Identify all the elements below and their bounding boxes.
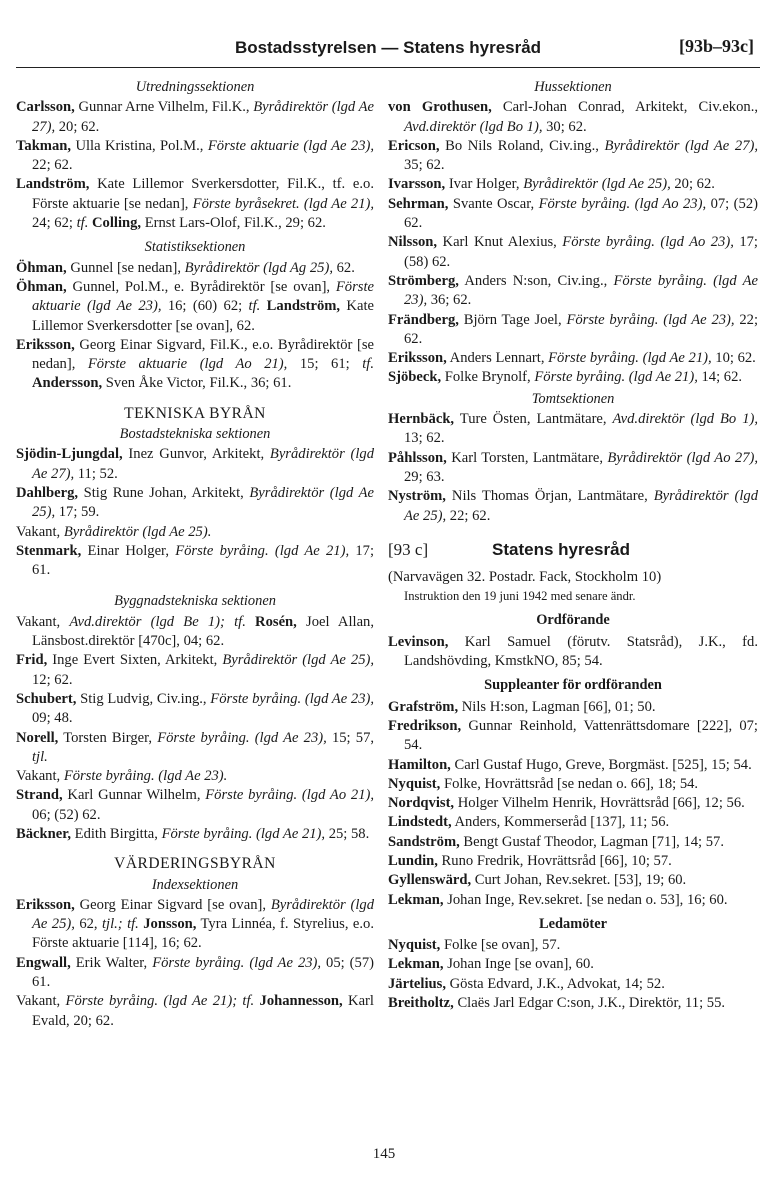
list-item: Eriksson, Georg Einar Sigvard, Fil.K., e.o. Byrådirektör [se nedan], Förste aktuarie (lgd Ao 21), 15; 61; tf. Andersson, Sven Åke Victor, Fil.K., 36; 61. bbox=[16, 336, 374, 392]
subsection-heading: Ledamöter bbox=[539, 915, 607, 932]
list-item: Landström, Kate Lillemor Sverkersdotter, Fil.K., tf. e.o. Förste aktuarie [se nedan], Förste byråsekret. (lgd Ae 21), 24; 62; tf. Colling, Ernst Lars-Olof, Fil.K., 29; 62. bbox=[16, 176, 374, 232]
list-item: Nilsson, Karl Knut Alexius, Förste byråing. (lgd Ao 23), 17; (58) 62. bbox=[388, 234, 758, 270]
list-item: Levinson, Karl Samuel (förutv. Statsråd), J.K., fd. Landshövding, KmstkNO, 85; 54. bbox=[388, 633, 758, 670]
list-item: Vakant, Förste byråing. (lgd Ae 21); tf. Johannesson, Karl Evald, 20; 62. bbox=[16, 993, 374, 1029]
agency-number: [93 c] bbox=[388, 539, 429, 559]
list-item: Sjöbeck, Folke Brynolf, Förste byråing. (lgd Ae 21), 14; 62. bbox=[388, 369, 743, 386]
running-title: Bostadsstyrelsen — Statens hyresråd bbox=[234, 38, 542, 57]
list-item: Lindstedt, Anders, Kommerseråd [137], 11; 56. bbox=[388, 814, 670, 831]
list-item: Lundin, Runo Fredrik, Hovrättsråd [66], 10; 57. bbox=[388, 852, 672, 869]
list-item: Engwall, Erik Walter, Förste byråing. (lgd Ae 23), 05; (57) 61. bbox=[16, 954, 374, 991]
list-item: Strand, Karl Gunnar Wilhelm, Förste byråing. (lgd Ao 21), 06; (52) 62. bbox=[16, 787, 374, 823]
list-item: Bäckner, Edith Birgitta, Förste byråing. (lgd Ae 21), 25; 58. bbox=[16, 825, 370, 842]
list-item: Frändberg, Björn Tage Joel, Förste byråing. (lgd Ae 23), 22; 62. bbox=[388, 311, 758, 347]
list-item: Ericson, Bo Nils Roland, Civ.ing., Byrådirektör (lgd Ae 27), 35; 62. bbox=[388, 137, 758, 174]
list-item: Vakant, Avd.direktör (lgd Be 1); tf. Rosén, Joel Allan, Länsbost.direktör [470c], 04; 62. bbox=[16, 613, 374, 650]
section-heading: Utredningssektionen bbox=[135, 79, 255, 95]
list-item: von Grothusen, Carl-Johan Conrad, Arkitekt, Civ.ekon., Avd.direktör (lgd Bo 1), 30; 62. bbox=[388, 99, 758, 135]
list-item: Hernbäck, Ture Östen, Lantmätare, Avd.direktör (lgd Bo 1), 13; 62. bbox=[388, 411, 759, 447]
list-item: Carlsson, Gunnar Arne Vilhelm, Fil.K., Byrådirektör (lgd Ae 27), 20; 62. bbox=[16, 99, 375, 135]
list-item: Eriksson, Anders Lennart, Förste byråing. (lgd Ae 21), 10; 62. bbox=[388, 350, 756, 367]
section-heading: Bostadstekniska sektionen bbox=[119, 426, 271, 443]
agency-heading bbox=[388, 538, 758, 568]
list-item: Vakant, Förste byråing. (lgd Ae 23). bbox=[16, 768, 228, 785]
left-column bbox=[16, 76, 374, 1031]
section-heading: Tomtsektionen bbox=[531, 390, 615, 407]
list-item: Frid, Inge Evert Sixten, Arkitekt, Byrådirektör (lgd Ae 25), 12; 62. bbox=[16, 652, 374, 688]
list-item: Öhman, Gunnel, Pol.M., e. Byrådirektör [se ovan], Förste aktuarie (lgd Ae 23), 16; (60) 62; tf. Landström, Kate Lillemor Sverkersdotter [se ovan], 62. bbox=[16, 278, 374, 334]
list-item: Stenmark, Einar Holger, Förste byråing. (lgd Ae 21), 17; 61. bbox=[16, 542, 375, 579]
section-heading: Statistiksektionen bbox=[144, 239, 246, 256]
list-item: Öhman, Gunnel [se nedan], Byrådirektör (lgd Ag 25), 62. bbox=[16, 259, 355, 276]
list-item: Järtelius, Gösta Edvard, J.K., Advokat, 14; 52. bbox=[388, 975, 665, 992]
list-item: Norell, Torsten Birger, Förste byråing. (lgd Ae 23), 15; 57, tjl. bbox=[16, 729, 375, 765]
list-item: Nyström, Nils Thomas Örjan, Lantmätare, Byrådirektör (lgd Ae 25), 22; 62. bbox=[388, 488, 758, 524]
agency-instruction: Instruktion den 19 juni 1942 med senare ändr. bbox=[404, 589, 636, 604]
list-item: Dahlberg, Stig Rune Johan, Arkitekt, Byrådirektör (lgd Ae 25), 17; 59. bbox=[16, 484, 374, 521]
list-item: Nordqvist, Holger Vilhelm Henrik, Hovrättsråd [66], 12; 56. bbox=[388, 795, 745, 812]
list-item: Sandström, Bengt Gustaf Theodor, Lagman [71], 14; 57. bbox=[388, 833, 724, 850]
agency-address: (Narvavägen 32. Postadr. Fack, Stockholm 10) bbox=[388, 568, 662, 585]
page-header bbox=[16, 36, 760, 64]
list-item: Nyquist, Folke, Hovrättsråd [se nedan o. 66], 18; 54. bbox=[388, 775, 699, 792]
section-reference: [93b–93c] bbox=[679, 36, 754, 56]
list-item: Ivarsson, Ivar Holger, Byrådirektör (lgd Ae 25), 20; 62. bbox=[388, 176, 715, 193]
list-item: Påhlsson, Karl Torsten, Lantmätare, Byrådirektör (lgd Ao 27), 29; 63. bbox=[388, 449, 758, 485]
list-item: Sjödin-Ljungdal, Inez Gunvor, Arkitekt, Byrådirektör (lgd Ae 27), 11; 52. bbox=[16, 446, 375, 482]
bureau-heading: TEKNISKA BYRÅN bbox=[124, 404, 266, 422]
section-heading: Hussektionen bbox=[534, 79, 612, 95]
right-column bbox=[388, 76, 758, 1013]
list-item: Hamilton, Carl Gustaf Hugo, Greve, Borgmäst. [525], 15; 54. bbox=[388, 756, 752, 773]
header-rule bbox=[16, 67, 760, 68]
list-item: Eriksson, Georg Einar Sigvard [se ovan], Byrådirektör (lgd Ae 25), 62, tjl.; tf. Jonsson, Tyra Linnéa, f. Styrelius, e.o. Förste aktuarie [114], 16; 62. bbox=[16, 896, 374, 952]
list-item: Strömberg, Anders N:son, Civ.ing., Förste byråing. (lgd Ae 23), 36; 62. bbox=[388, 272, 759, 309]
list-item: Sehrman, Svante Oscar, Förste byråing. (lgd Ao 23), 07; (52) 62. bbox=[388, 195, 758, 232]
list-item: Fredrikson, Gunnar Reinhold, Vattenrättsdomare [222], 07; 54. bbox=[388, 717, 758, 754]
list-item: Grafström, Nils H:son, Lagman [66], 01; 50. bbox=[388, 698, 656, 715]
list-item: Nyquist, Folke [se ovan], 57. bbox=[388, 937, 561, 954]
list-item: Gyllenswärd, Curt Johan, Rev.sekret. [53], 19; 60. bbox=[388, 872, 687, 889]
bureau-heading: VÄRDERINGSBYRÅN bbox=[114, 855, 276, 873]
list-item: Vakant, Byrådirektör (lgd Ae 25). bbox=[16, 523, 212, 540]
page-number: 145 bbox=[372, 1146, 396, 1162]
subsection-heading: Ordförande bbox=[536, 612, 610, 629]
section-heading: Byggnadstekniska sektionen bbox=[114, 593, 276, 610]
list-item: Takman, Ulla Kristina, Pol.M., Förste aktuarie (lgd Ae 23), 22; 62. bbox=[16, 137, 374, 174]
list-item: Breitholtz, Claës Jarl Edgar C:son, J.K., Direktör, 11; 55. bbox=[388, 995, 726, 1012]
section-heading: Indexsektionen bbox=[151, 876, 239, 893]
list-item: Lekman, Johan Inge [se ovan], 60. bbox=[388, 956, 594, 973]
subsection-heading: Suppleanter för ordföranden bbox=[484, 677, 662, 694]
list-item: Schubert, Stig Ludvig, Civ.ing., Förste byråing. (lgd Ae 23), 09; 48. bbox=[16, 690, 375, 727]
list-item: Lekman, Johan Inge, Rev.sekret. [se nedan o. 53], 16; 60. bbox=[388, 891, 728, 908]
agency-name: Statens hyresråd bbox=[492, 539, 630, 559]
